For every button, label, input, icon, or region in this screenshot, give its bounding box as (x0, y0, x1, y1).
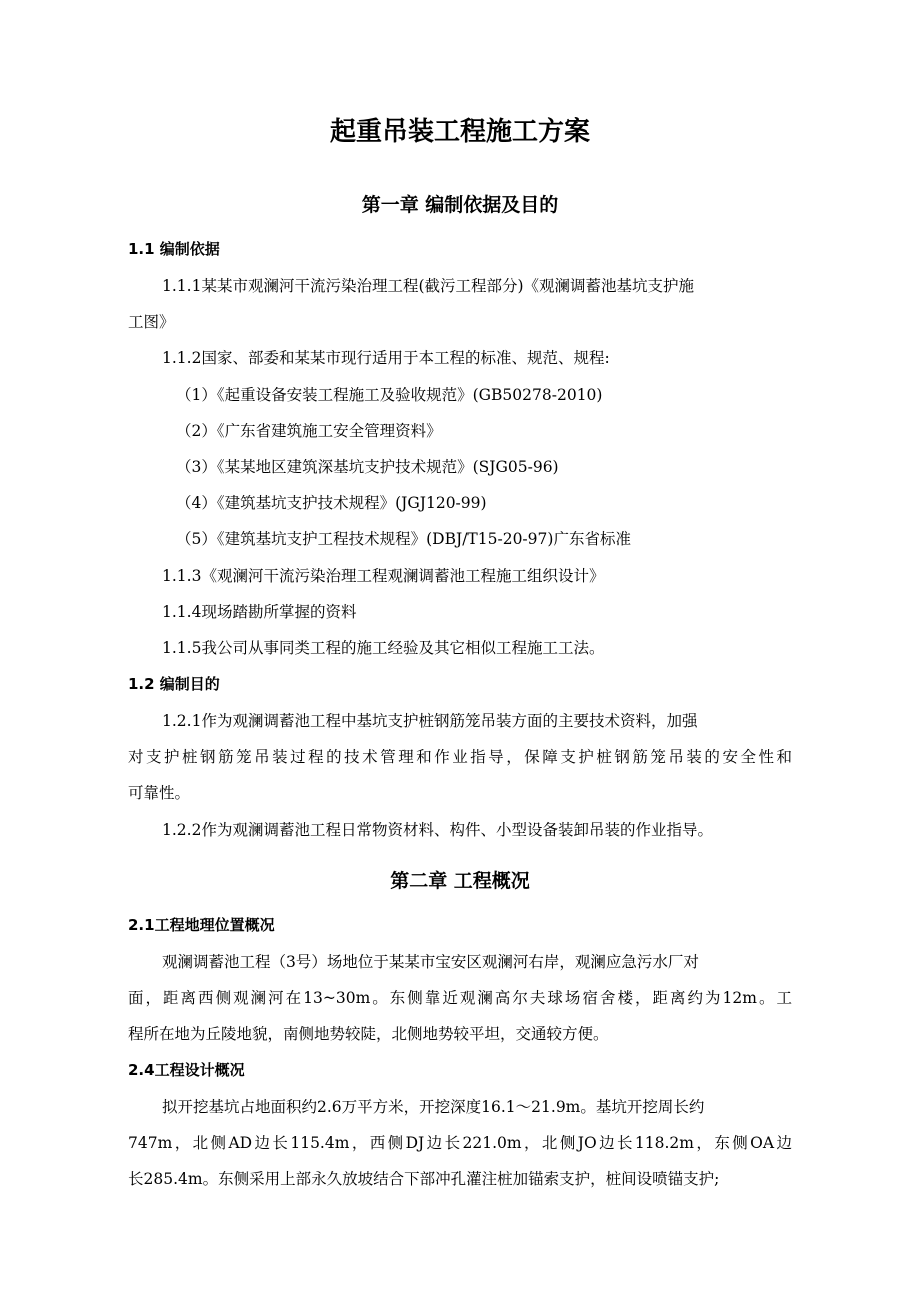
paragraph-1-1-1-line-1: 1.1.1某某市观澜河干流污染治理工程(截污工程部分)《观澜调蓄池基坑支护施 (162, 277, 695, 295)
section-1-1-heading: 1.1 编制依据 (128, 240, 220, 258)
reference-item: （1）《起重设备安装工程施工及验收规范》(GB50278-2010) (176, 386, 603, 404)
paragraph-2-1-line-2: 面，距离西侧观澜河在13~30m。东侧靠近观澜高尔夫球场宿舍楼，距离约为12m。工 (128, 989, 792, 1007)
chapter-2-heading: 第二章 工程概况 (390, 870, 530, 892)
paragraph-1-2-1-line-1: 1.2.1作为观澜调蓄池工程中基坑支护桩钢筋笼吊装方面的主要技术资料，加强 (162, 712, 698, 730)
paragraph-1-1-1-line-2: 工图》 (128, 313, 175, 331)
document-title: 起重吊装工程施工方案 (329, 117, 590, 147)
paragraph-1-2-2: 1.2.2作为观澜调蓄池工程日常物资材料、构件、小型设备装卸吊装的作业指导。 (162, 821, 713, 839)
section-2-1-heading: 2.1工程地理位置概况 (128, 916, 275, 934)
paragraph-1-1-3: 1.1.3《观澜河干流污染治理工程观澜调蓄池工程施工组织设计》 (162, 567, 605, 585)
reference-item: （3）《某某地区建筑深基坑支护技术规范》(SJG05-96) (176, 458, 559, 476)
paragraph-2-4-line-3: 长285.4m。东侧采用上部永久放坡结合下部冲孔灌注桩加锚索支护，桩间设喷锚支护; (128, 1170, 720, 1188)
paragraph-1-1-2: 1.1.2国家、部委和某某市现行适用于本工程的标准、规范、规程: (162, 349, 610, 367)
reference-item: （4）《建筑基坑支护技术规程》(JGJ120-99) (176, 494, 487, 512)
paragraph-2-4-line-1: 拟开挖基坑占地面积约2.6万平方米，开挖深度16.1～21.9m。基坑开挖周长约 (162, 1098, 705, 1116)
paragraph-2-1-line-3: 程所在地为丘陵地貌，南侧地势较陡，北侧地势较平坦，交通较方便。 (128, 1025, 609, 1043)
paragraph-2-1-line-1: 观澜调蓄池工程（3号）场地位于某某市宝安区观澜河右岸，观澜应急污水厂对 (162, 953, 699, 971)
paragraph-1-2-1-line-3: 可靠性。 (128, 784, 191, 802)
reference-item: （2）《广东省建筑施工安全管理资料》 (176, 422, 442, 440)
paragraph-1-2-1-line-2: 对支护桩钢筋笼吊装过程的技术管理和作业指导，保障支护桩钢筋笼吊装的安全性和 (128, 748, 792, 766)
paragraph-1-1-5: 1.1.5我公司从事同类工程的施工经验及其它相似工程施工工法。 (162, 639, 605, 657)
chapter-1-heading: 第一章 编制依据及目的 (361, 194, 559, 216)
paragraph-2-4-line-2: 747m，北侧AD边长115.4m，西侧DJ边长221.0m，北侧JO边长118.2m，东侧OA边 (128, 1134, 792, 1152)
reference-item: （5）《建筑基坑支护工程技术规程》(DBJ/T15-20-97)广东省标准 (176, 530, 631, 548)
paragraph-1-1-4: 1.1.4现场踏勘所掌握的资料 (162, 603, 357, 621)
section-1-2-heading: 1.2 编制目的 (128, 675, 220, 693)
section-2-4-heading: 2.4工程设计概况 (128, 1061, 245, 1079)
